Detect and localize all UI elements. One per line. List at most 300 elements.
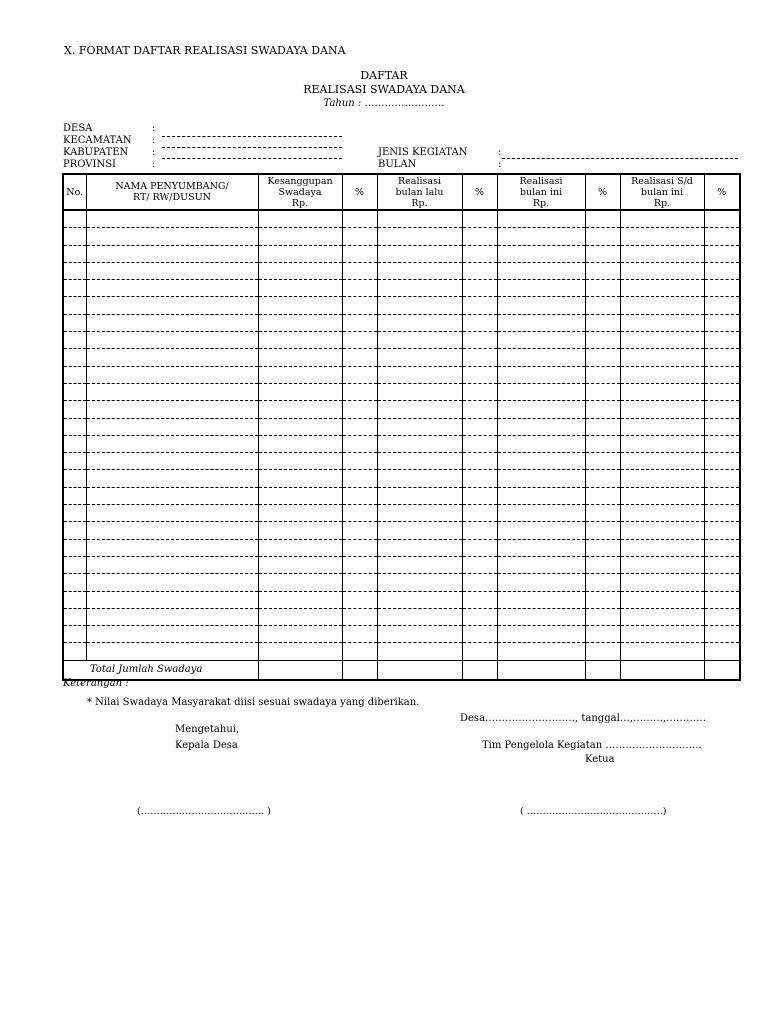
table-cell[interactable] <box>462 262 497 279</box>
table-header-row <box>63 174 740 210</box>
table-cell[interactable] <box>63 608 86 625</box>
table-cell[interactable] <box>585 470 620 487</box>
header-realisasi-bulan-lalu: Realisasi bulan lalu Rp. <box>377 174 462 210</box>
table-cell[interactable] <box>63 245 86 262</box>
table-cell[interactable] <box>462 435 497 452</box>
table-cell[interactable] <box>342 591 377 608</box>
table-cell[interactable] <box>377 539 462 556</box>
table-cell[interactable] <box>620 487 704 504</box>
table-cell[interactable] <box>462 383 497 400</box>
table-cell[interactable] <box>377 556 462 573</box>
table-cell[interactable] <box>620 366 704 383</box>
mengetahui-label: Mengetahui, <box>175 724 240 735</box>
table-cell[interactable] <box>497 228 585 245</box>
table-cell[interactable] <box>86 608 258 625</box>
table-cell[interactable] <box>704 487 740 504</box>
table-cell[interactable] <box>497 210 585 228</box>
table-cell[interactable] <box>258 228 342 245</box>
table-cell[interactable] <box>377 332 462 349</box>
table-cell[interactable] <box>342 522 377 539</box>
table-cell[interactable] <box>63 487 86 504</box>
table-cell[interactable] <box>497 470 585 487</box>
table-cell[interactable] <box>377 591 462 608</box>
table-cell[interactable] <box>258 383 342 400</box>
table-cell[interactable] <box>86 643 258 660</box>
table-cell[interactable] <box>620 401 704 418</box>
table-cell[interactable] <box>497 539 585 556</box>
table-cell[interactable] <box>462 210 497 228</box>
table-cell[interactable] <box>86 556 258 573</box>
table-cell[interactable] <box>377 245 462 262</box>
table-cell[interactable] <box>620 470 704 487</box>
total-row <box>63 660 740 680</box>
table-cell[interactable] <box>462 245 497 262</box>
note-text: * Nilai Swadaya Masyarakat diisi sesuai swadaya yang diberikan. <box>87 697 420 708</box>
table-cell[interactable] <box>620 608 704 625</box>
table-cell[interactable] <box>462 470 497 487</box>
table-cell[interactable] <box>258 453 342 470</box>
table-cell[interactable] <box>497 262 585 279</box>
table-cell[interactable] <box>377 453 462 470</box>
table-cell[interactable] <box>620 591 704 608</box>
table-cell[interactable] <box>342 643 377 660</box>
table-cell[interactable] <box>86 349 258 366</box>
table-cell[interactable] <box>585 245 620 262</box>
table-cell[interactable] <box>585 210 620 228</box>
table-cell[interactable] <box>704 401 740 418</box>
table-cell[interactable] <box>462 401 497 418</box>
total-cell[interactable] <box>258 660 342 680</box>
kepala-desa-label: Kepala Desa <box>175 740 238 751</box>
table-cell[interactable] <box>258 418 342 435</box>
table-cell[interactable] <box>342 608 377 625</box>
table-cell[interactable] <box>377 643 462 660</box>
table-cell[interactable] <box>620 228 704 245</box>
table-cell[interactable] <box>462 608 497 625</box>
table-cell[interactable] <box>462 522 497 539</box>
table-cell[interactable] <box>620 383 704 400</box>
ketua-signature-placeholder[interactable]: ( …………………………………….) <box>520 806 667 817</box>
table-cell[interactable] <box>585 332 620 349</box>
table-cell[interactable] <box>342 539 377 556</box>
table-cell[interactable] <box>63 539 86 556</box>
table-cell[interactable] <box>585 556 620 573</box>
table-cell[interactable] <box>585 626 620 643</box>
table-cell[interactable] <box>620 574 704 591</box>
table-cell[interactable] <box>86 297 258 314</box>
table-cell[interactable] <box>585 608 620 625</box>
table-row <box>63 591 740 608</box>
total-cell[interactable] <box>462 660 497 680</box>
table-cell[interactable] <box>704 245 740 262</box>
table-cell[interactable] <box>462 366 497 383</box>
table-cell[interactable] <box>585 297 620 314</box>
table-cell[interactable] <box>86 539 258 556</box>
table-cell[interactable] <box>497 608 585 625</box>
table-cell[interactable] <box>342 245 377 262</box>
table-cell[interactable] <box>63 314 86 331</box>
table-cell[interactable] <box>620 435 704 452</box>
table-cell[interactable] <box>258 574 342 591</box>
table-cell[interactable] <box>342 332 377 349</box>
table-cell[interactable] <box>620 626 704 643</box>
table-cell[interactable] <box>462 626 497 643</box>
table-cell[interactable] <box>342 314 377 331</box>
table-row <box>63 608 740 625</box>
ketua-label: Ketua <box>585 754 615 765</box>
table-cell[interactable] <box>704 262 740 279</box>
table-cell[interactable] <box>86 522 258 539</box>
table-cell[interactable] <box>704 210 740 228</box>
table-cell[interactable] <box>63 349 86 366</box>
table-cell[interactable] <box>462 228 497 245</box>
table-cell[interactable] <box>342 401 377 418</box>
table-cell[interactable] <box>497 401 585 418</box>
table-row <box>63 280 740 297</box>
table-cell[interactable] <box>342 470 377 487</box>
table-cell[interactable] <box>704 591 740 608</box>
table-cell[interactable] <box>462 643 497 660</box>
table-cell[interactable] <box>462 349 497 366</box>
table-cell[interactable] <box>258 280 342 297</box>
table-cell[interactable] <box>462 314 497 331</box>
table-cell[interactable] <box>620 210 704 228</box>
table-cell[interactable] <box>258 435 342 452</box>
table-cell[interactable] <box>258 349 342 366</box>
table-cell[interactable] <box>704 349 740 366</box>
table-cell[interactable] <box>704 280 740 297</box>
table-cell[interactable] <box>620 556 704 573</box>
table-cell[interactable] <box>704 556 740 573</box>
table-cell[interactable] <box>497 349 585 366</box>
table-cell[interactable] <box>497 297 585 314</box>
table-cell[interactable] <box>377 626 462 643</box>
table-row <box>63 262 740 279</box>
table-cell[interactable] <box>86 245 258 262</box>
table-cell[interactable] <box>258 262 342 279</box>
total-cell[interactable] <box>620 660 704 680</box>
table-cell[interactable] <box>497 418 585 435</box>
table-cell[interactable] <box>258 332 342 349</box>
table-cell[interactable] <box>585 349 620 366</box>
table-cell[interactable] <box>342 366 377 383</box>
table-cell[interactable] <box>704 366 740 383</box>
table-cell[interactable] <box>258 210 342 228</box>
table-cell[interactable] <box>377 401 462 418</box>
table-cell[interactable] <box>377 574 462 591</box>
table-cell[interactable] <box>585 366 620 383</box>
table-row <box>63 574 740 591</box>
table-cell[interactable] <box>497 556 585 573</box>
table-cell[interactable] <box>342 349 377 366</box>
table-cell[interactable] <box>497 626 585 643</box>
table-cell[interactable] <box>377 314 462 331</box>
table-cell[interactable] <box>63 366 86 383</box>
total-label: Total Jumlah Swadaya <box>63 660 258 680</box>
table-cell[interactable] <box>704 522 740 539</box>
section-heading: X. FORMAT DAFTAR REALISASI SWADAYA DANA <box>64 44 346 57</box>
table-cell[interactable] <box>377 487 462 504</box>
table-cell[interactable] <box>377 297 462 314</box>
table-cell[interactable] <box>258 522 342 539</box>
table-cell[interactable] <box>704 608 740 625</box>
table-cell[interactable] <box>342 453 377 470</box>
table-cell[interactable] <box>585 280 620 297</box>
table-cell[interactable] <box>620 297 704 314</box>
table-cell[interactable] <box>620 418 704 435</box>
table-cell[interactable] <box>63 280 86 297</box>
table-cell[interactable] <box>377 280 462 297</box>
table-cell[interactable] <box>704 383 740 400</box>
table-cell[interactable] <box>704 574 740 591</box>
table-cell[interactable] <box>497 487 585 504</box>
table-cell[interactable] <box>63 470 86 487</box>
table-cell[interactable] <box>585 539 620 556</box>
table-cell[interactable] <box>342 210 377 228</box>
table-cell[interactable] <box>620 453 704 470</box>
table-cell[interactable] <box>620 349 704 366</box>
table-cell[interactable] <box>462 591 497 608</box>
table-cell[interactable] <box>63 556 86 573</box>
table-cell[interactable] <box>704 626 740 643</box>
table-cell[interactable] <box>704 435 740 452</box>
kecamatan-fill-line[interactable] <box>162 136 342 137</box>
table-cell[interactable] <box>86 505 258 522</box>
table-cell[interactable] <box>342 262 377 279</box>
table-cell[interactable] <box>585 522 620 539</box>
table-cell[interactable] <box>258 470 342 487</box>
table-cell[interactable] <box>620 505 704 522</box>
total-cell[interactable] <box>585 660 620 680</box>
table-cell[interactable] <box>63 626 86 643</box>
table-cell[interactable] <box>497 245 585 262</box>
table-cell[interactable] <box>620 539 704 556</box>
table-cell[interactable] <box>342 487 377 504</box>
table-cell[interactable] <box>462 574 497 591</box>
table-cell[interactable] <box>377 210 462 228</box>
table-cell[interactable] <box>377 522 462 539</box>
table-cell[interactable] <box>585 505 620 522</box>
table-cell[interactable] <box>86 470 258 487</box>
document-title: DAFTAR <box>360 69 408 82</box>
table-cell[interactable] <box>585 643 620 660</box>
table-cell[interactable] <box>63 228 86 245</box>
table-cell[interactable] <box>342 297 377 314</box>
table-cell[interactable] <box>462 418 497 435</box>
table-cell[interactable] <box>342 228 377 245</box>
table-cell[interactable] <box>497 591 585 608</box>
table-cell[interactable] <box>585 383 620 400</box>
header-percent-3: % <box>585 174 620 210</box>
table-cell[interactable] <box>342 626 377 643</box>
table-cell[interactable] <box>258 591 342 608</box>
table-cell[interactable] <box>86 280 258 297</box>
table-cell[interactable] <box>63 418 86 435</box>
header-nama-penyumbang: NAMA PENYUMBANG/ RT/ RW/DUSUN <box>86 174 258 210</box>
table-cell[interactable] <box>377 262 462 279</box>
table-cell[interactable] <box>620 643 704 660</box>
table-cell[interactable] <box>585 591 620 608</box>
table-cell[interactable] <box>86 210 258 228</box>
table-cell[interactable] <box>86 453 258 470</box>
table-cell[interactable] <box>462 332 497 349</box>
table-cell[interactable] <box>585 262 620 279</box>
table-cell[interactable] <box>342 435 377 452</box>
total-cell[interactable] <box>342 660 377 680</box>
table-cell[interactable] <box>86 228 258 245</box>
total-cell[interactable] <box>377 660 462 680</box>
table-cell[interactable] <box>585 435 620 452</box>
table-cell[interactable] <box>585 574 620 591</box>
table-cell[interactable] <box>258 556 342 573</box>
table-cell[interactable] <box>86 332 258 349</box>
table-cell[interactable] <box>86 314 258 331</box>
table-cell[interactable] <box>497 574 585 591</box>
table-cell[interactable] <box>497 522 585 539</box>
table-cell[interactable] <box>342 418 377 435</box>
colon-kecamatan: : <box>152 135 156 146</box>
document-subtitle: REALISASI SWADAYA DANA <box>303 83 465 96</box>
table-cell[interactable] <box>86 418 258 435</box>
table-cell[interactable] <box>63 383 86 400</box>
table-cell[interactable] <box>258 643 342 660</box>
table-cell[interactable] <box>86 626 258 643</box>
provinsi-fill-line[interactable] <box>162 158 342 159</box>
table-cell[interactable] <box>258 366 342 383</box>
table-cell[interactable] <box>704 228 740 245</box>
table-cell[interactable] <box>86 435 258 452</box>
table-cell[interactable] <box>377 349 462 366</box>
table-cell[interactable] <box>497 314 585 331</box>
table-cell[interactable] <box>63 643 86 660</box>
table-row <box>63 522 740 539</box>
table-cell[interactable] <box>63 453 86 470</box>
table-cell[interactable] <box>342 505 377 522</box>
table-cell[interactable] <box>86 383 258 400</box>
table-cell[interactable] <box>63 435 86 452</box>
table-cell[interactable] <box>342 280 377 297</box>
table-cell[interactable] <box>620 280 704 297</box>
table-cell[interactable] <box>63 522 86 539</box>
kepala-desa-signature-placeholder[interactable]: (………………………………… ) <box>137 806 271 817</box>
table-row <box>63 297 740 314</box>
table-cell[interactable] <box>497 332 585 349</box>
table-cell[interactable] <box>342 574 377 591</box>
table-cell[interactable] <box>377 470 462 487</box>
table-cell[interactable] <box>377 435 462 452</box>
table-row <box>63 245 740 262</box>
table-cell[interactable] <box>704 418 740 435</box>
table-cell[interactable] <box>377 418 462 435</box>
table-cell[interactable] <box>86 262 258 279</box>
table-cell[interactable] <box>462 539 497 556</box>
table-cell[interactable] <box>704 453 740 470</box>
table-cell[interactable] <box>86 487 258 504</box>
table-cell[interactable] <box>377 228 462 245</box>
table-cell[interactable] <box>377 366 462 383</box>
table-cell[interactable] <box>497 280 585 297</box>
table-cell[interactable] <box>704 297 740 314</box>
table-cell[interactable] <box>462 297 497 314</box>
table-cell[interactable] <box>63 591 86 608</box>
total-cell[interactable] <box>704 660 740 680</box>
table-cell[interactable] <box>258 487 342 504</box>
table-cell[interactable] <box>497 643 585 660</box>
table-cell[interactable] <box>258 314 342 331</box>
table-cell[interactable] <box>497 453 585 470</box>
table-cell[interactable] <box>704 643 740 660</box>
label-desa: DESA <box>63 123 93 134</box>
table-cell[interactable] <box>585 487 620 504</box>
table-cell[interactable] <box>704 470 740 487</box>
kabupaten-fill-line[interactable] <box>162 147 342 148</box>
table-cell[interactable] <box>86 591 258 608</box>
table-cell[interactable] <box>377 505 462 522</box>
table-cell[interactable] <box>377 383 462 400</box>
table-cell[interactable] <box>497 505 585 522</box>
table-cell[interactable] <box>620 262 704 279</box>
table-cell[interactable] <box>704 539 740 556</box>
table-cell[interactable] <box>258 297 342 314</box>
table-cell[interactable] <box>86 401 258 418</box>
table-cell[interactable] <box>258 505 342 522</box>
table-cell[interactable] <box>585 228 620 245</box>
table-cell[interactable] <box>342 383 377 400</box>
table-cell[interactable] <box>620 332 704 349</box>
table-cell[interactable] <box>63 574 86 591</box>
table-cell[interactable] <box>86 366 258 383</box>
table-cell[interactable] <box>342 556 377 573</box>
table-row <box>63 349 740 366</box>
table-cell[interactable] <box>63 262 86 279</box>
table-cell[interactable] <box>462 453 497 470</box>
table-cell[interactable] <box>585 418 620 435</box>
table-cell[interactable] <box>86 574 258 591</box>
table-cell[interactable] <box>462 487 497 504</box>
table-cell[interactable] <box>497 435 585 452</box>
table-cell[interactable] <box>258 626 342 643</box>
table-cell[interactable] <box>585 453 620 470</box>
table-cell[interactable] <box>63 401 86 418</box>
table-cell[interactable] <box>620 245 704 262</box>
table-cell[interactable] <box>63 332 86 349</box>
table-cell[interactable] <box>497 366 585 383</box>
table-cell[interactable] <box>462 505 497 522</box>
jenis-kegiatan-fill-line[interactable] <box>502 158 738 159</box>
table-cell[interactable] <box>63 505 86 522</box>
table-cell[interactable] <box>63 210 86 228</box>
table-cell[interactable] <box>620 314 704 331</box>
total-cell[interactable] <box>497 660 585 680</box>
table-cell[interactable] <box>258 245 342 262</box>
table-cell[interactable] <box>258 539 342 556</box>
table-body <box>63 210 740 660</box>
table-cell[interactable] <box>258 608 342 625</box>
table-cell[interactable] <box>704 314 740 331</box>
colon-jenis-kegiatan: : <box>498 147 502 158</box>
table-cell[interactable] <box>258 401 342 418</box>
table-cell[interactable] <box>462 556 497 573</box>
table-cell[interactable] <box>63 297 86 314</box>
table-cell[interactable] <box>620 522 704 539</box>
table-cell[interactable] <box>585 401 620 418</box>
table-cell[interactable] <box>377 608 462 625</box>
table-cell[interactable] <box>704 505 740 522</box>
table-cell[interactable] <box>497 383 585 400</box>
table-cell[interactable] <box>462 280 497 297</box>
table-cell[interactable] <box>585 314 620 331</box>
table-cell[interactable] <box>704 332 740 349</box>
